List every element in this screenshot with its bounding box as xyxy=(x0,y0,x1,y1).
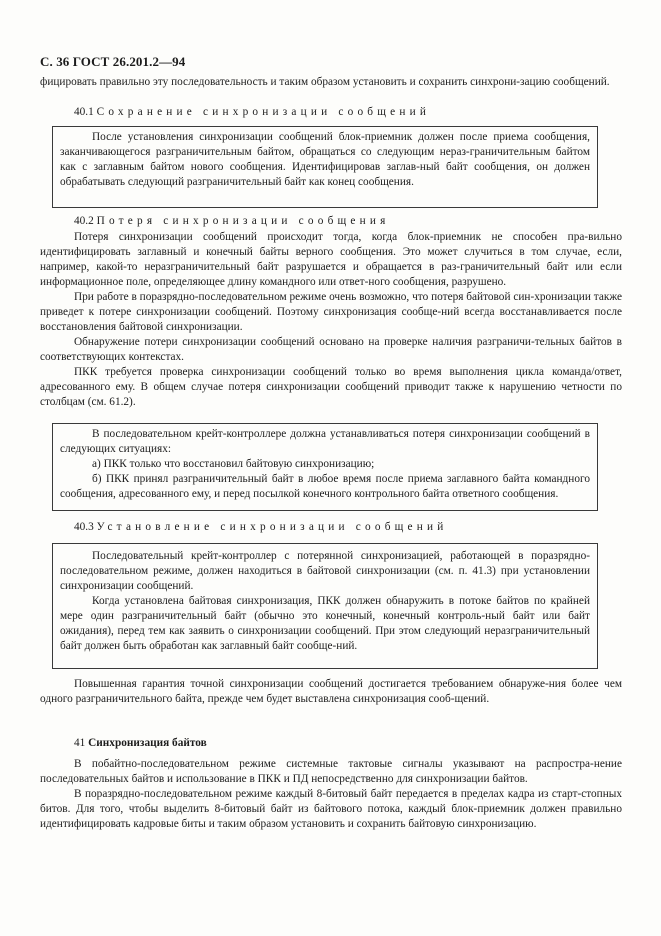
section-40-3-box: Последовательный крейт-контроллер с потерянной синхронизацией, работающей в поразрядно-последовательном режиме, должен находиться в байтовой синхронизации (см. п. 41.3) при установлении синхронизации сообщений. Когда установлена байтовая синхронизация, ПКК должен обнаружить в потоке байтов по крайней мере один разграничительный байт (обычно это конечный, конечный контроль-ный байт или байт ожидания), перед тем как заявить о синхронизации сообщений. При этом следующий неразграничительный байт должен быть обработан как заглавный байт сообще-ний. xyxy=(52,543,598,669)
section-40-2-heading: 40.2 Потеря синхронизации сообщения xyxy=(74,215,390,227)
section-40-2-body xyxy=(40,230,622,410)
paragraph: Потеря синхронизации сообщений происходит тогда, когда блок-приемник не способен пра-вильно идентифицировать заглавный и конечный байты верного сообщения. Это может случиться в том случае, если, например, какой-то неразграничительный байт разрушается и обращается в раз-граничительный байт или если информационное поле, определяющее длину командного или ответ-ного сообщения, разрушено. xyxy=(40,231,622,288)
page-header: С. 36 ГОСТ 26.201.2—94 xyxy=(40,54,186,69)
intro-paragraph: фицировать правильно эту последовательность и таким образом установить и сохранить синхрони-зацию сообщений. xyxy=(40,76,610,88)
section-40-1-heading: 40.1 Сохранение синхронизации сообщений xyxy=(74,106,431,118)
section-40-3-after: Повышенная гарантия точной синхронизации сообщений достигается требованием обнаруже-ния более чем одного разграничительного байта, прежде чем будет выставлена синхронизация сооб-щений. xyxy=(40,678,622,705)
section-40-2-box: В последовательном крейт-контроллере должна устанавливаться потеря синхронизации сообщений в следующих ситуациях: а) ПКК только что восстановил байтовую синхронизацию; б) ПКК принял разграничительный байт в любое время после приема заглавного байта командного сообщения, адресованного ему, и перед посылкой конечного контрольного байта ответного сообщения. xyxy=(52,423,598,511)
section-41-body xyxy=(40,757,622,832)
paragraph: В побайтно-последовательном режиме системные тактовые сигналы указывают на распростра-нение последовательных байтов и использование в ПКК и ПД непосредственно для синхронизации байтов. xyxy=(40,758,622,785)
section-40-3-heading: 40.3 Установление синхронизации сообщений xyxy=(74,521,448,533)
section-41-heading: 41 Синхронизация байтов xyxy=(74,737,207,749)
paragraph: ПКК требуется проверка синхронизации сообщений только во время выполнения цикла команда/ответ, адресованного ему. В общем случае потеря синхронизации сообщений приводит также к нарушению четности по столбцам (см. 61.2). xyxy=(40,366,622,408)
paragraph: При работе в поразрядно-последовательном режиме очень возможно, что потеря байтовой син-хронизации также приведет к потере синхронизации сообщений. Поэтому синхронизация сообще-ний всегда восстанавливается после восстановления байтовой синхронизации. xyxy=(40,291,622,333)
paragraph: В поразрядно-последовательном режиме каждый 8-битовый байт передается в пределах кадра из старт-стопных битов. Для того, чтобы выделить 8-битовый байт из байтового потока, каждый блок-приемник должен правильно идентифицировать кадровые биты и таким образом установить и сохранить байтовую синхронизацию. xyxy=(40,788,622,830)
paragraph: Обнаружение потери синхронизации сообщений основано на проверке наличия разграничи-тельных байтов в соответствующих контекстах. xyxy=(40,336,622,363)
section-40-1-box: После установления синхронизации сообщений блок-приемник должен после приема сообщения, заканчивающегося разграничительным байтом, обращаться со следующим нераз-граничительным байтом как с заглавным байтом нового сообщения. Идентифицировав заглав-ный байт сообщения, он должен обрабатывать следующий разграничительный байт как конец сообщения. xyxy=(52,126,598,208)
